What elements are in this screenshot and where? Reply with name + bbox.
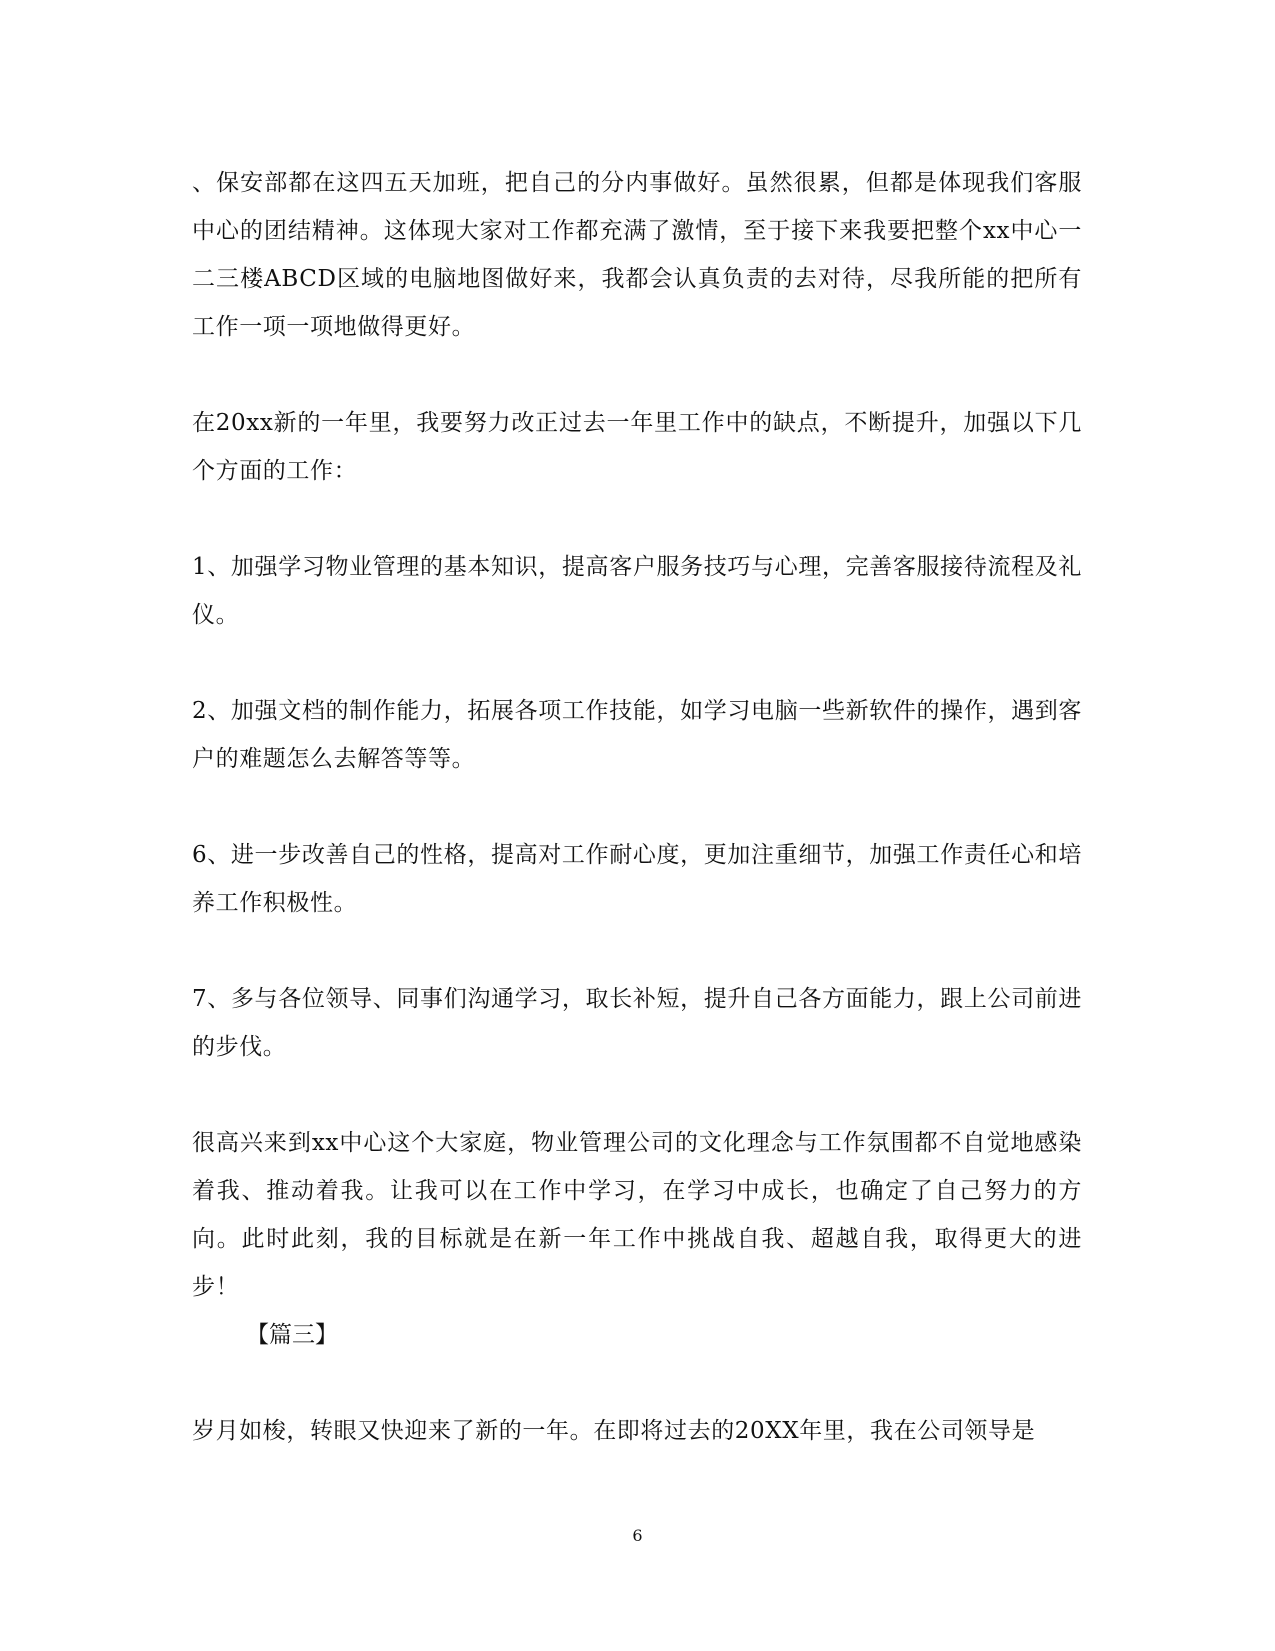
section-heading: 【篇三】: [246, 1322, 338, 1348]
paragraph-spacer: [192, 1071, 1082, 1119]
paragraph-spacer: [192, 783, 1082, 831]
list-item-2: 2、加强文档的制作能力，拓展各项工作技能，如学习电脑一些新软件的操作，遇到客户的难题怎么去解答等等。: [192, 698, 1082, 772]
paragraph-2: 在20xx新的一年里，我要努力改正过去一年里工作中的缺点，不断提升，加强以下几个方面的工作：: [192, 410, 1082, 484]
list-item-7: 7、多与各位领导、同事们沟通学习，取长补短，提升自己各方面能力，跟上公司前进的步伐。: [192, 986, 1082, 1060]
page-body: [192, 159, 1082, 1455]
page-number: 6: [632, 1526, 643, 1545]
section-opening-paragraph: 岁月如梭，转眼又快迎来了新的一年。在即将过去的20XX年里，我在公司领导是: [192, 1418, 1036, 1444]
paragraph-spacer: [192, 1359, 1082, 1407]
paragraph-spacer: [192, 927, 1082, 975]
paragraph-spacer: [192, 495, 1082, 543]
paragraph-1: 、保安部都在这四五天加班，把自己的分内事做好。虽然很累，但都是体现我们客服中心的团结精神。这体现大家对工作都充满了激情，至于接下来我要把整个xx中心一二三楼ABCD区域的电脑地图做好来，我都会认真负责的去对待，尽我所能的把所有工作一项一项地做得更好。: [192, 170, 1082, 340]
list-item-6: 6、进一步改善自己的性格，提高对工作耐心度，更加注重细节，加强工作责任心和培养工作积极性。: [192, 842, 1082, 916]
paragraph-spacer: [192, 351, 1082, 399]
list-item-1: 1、加强学习物业管理的基本知识，提高客户服务技巧与心理，完善客服接待流程及礼仪。: [192, 554, 1082, 628]
paragraph-spacer: [192, 639, 1082, 687]
closing-paragraph: 很高兴来到xx中心这个大家庭，物业管理公司的文化理念与工作氛围都不自觉地感染着我、推动着我。让我可以在工作中学习，在学习中成长，也确定了自己努力的方向。此时此刻，我的目标就是在新一年工作中挑战自我、超越自我，取得更大的进步！: [192, 1130, 1082, 1300]
